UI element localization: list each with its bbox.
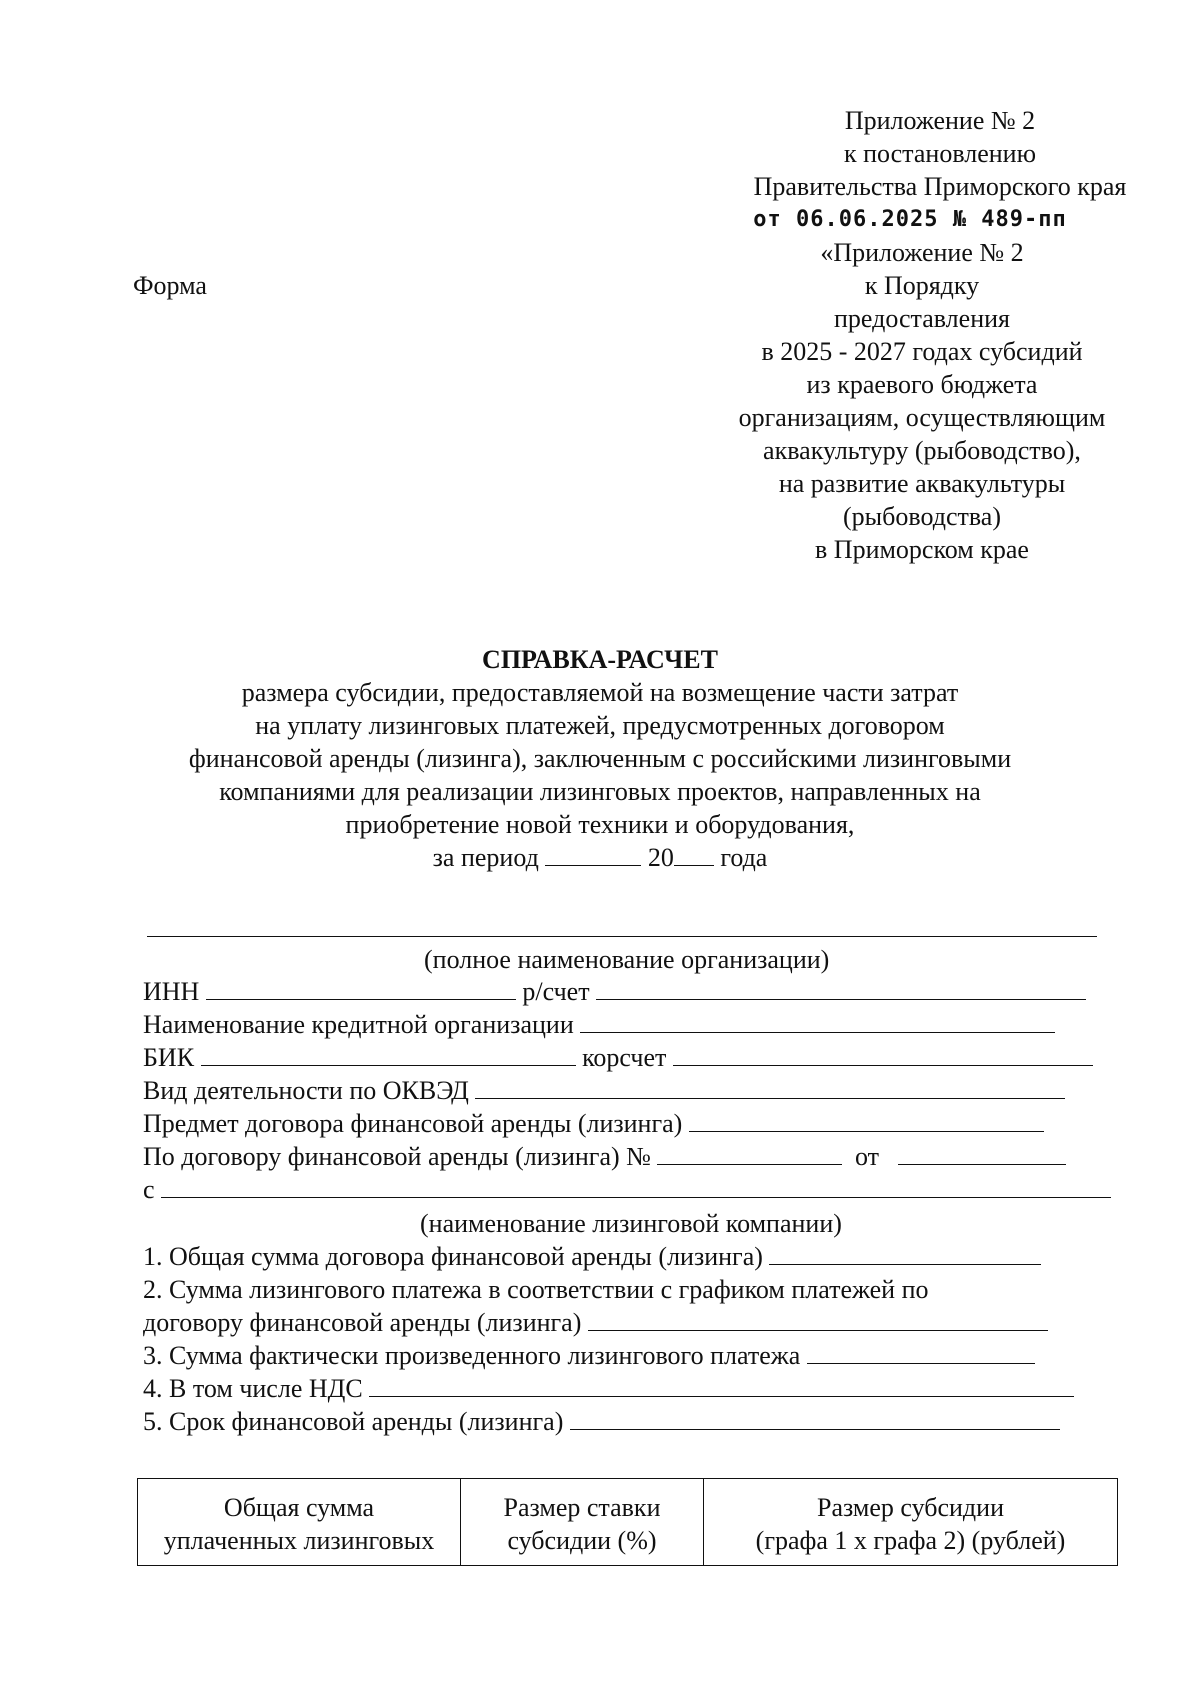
account-label: р/счет [522, 977, 590, 1006]
col2-line2: субсидии (%) [507, 1526, 657, 1555]
item2-label: договору финансовой аренды (лизинга) [143, 1308, 582, 1337]
table-header-cell [461, 1479, 704, 1566]
account-field[interactable] [596, 977, 1086, 1000]
col2-line1: Размер ставки [503, 1493, 661, 1522]
lessor-caption: (наименование лизинговой компании) [420, 1209, 842, 1238]
contract-number-field[interactable] [657, 1142, 842, 1165]
appendix-line: на развитие аквакультуры [778, 469, 1066, 498]
item4-row [143, 1372, 1074, 1405]
item2-field[interactable] [588, 1308, 1048, 1331]
item3-field[interactable] [807, 1341, 1035, 1364]
header-appendix-block [672, 236, 1172, 566]
title-line: размера субсидии, предоставляемой на возмещение части затрат [241, 678, 959, 707]
title-line: приобретение новой техники и оборудования, [345, 810, 855, 839]
appendix-line: «Приложение № 2 [820, 238, 1024, 267]
header-line: к постановлению [843, 139, 1037, 168]
item3-row [143, 1339, 1035, 1372]
appendix-line: организациям, осуществляющим [738, 403, 1106, 432]
period-suffix: года [720, 843, 768, 872]
col3-line1: Размер субсидии [817, 1493, 1004, 1522]
table-header-cell [138, 1479, 461, 1566]
okved-row [143, 1074, 1065, 1107]
subject-row [143, 1107, 1044, 1140]
title-line: на уплату лизинговых платежей, предусмотренных договором [255, 711, 945, 740]
header-line: Приложение № 2 [844, 106, 1036, 135]
contract-date-field[interactable] [898, 1142, 1066, 1165]
inn-label: ИНН [143, 977, 200, 1006]
bank-row [143, 1008, 1055, 1041]
bank-label: Наименование кредитной организации [143, 1010, 574, 1039]
table-header-row [138, 1479, 1118, 1566]
decree-date-stamp: от 06.06.2025 № 489-пп [753, 207, 1067, 232]
contract-from-label: от [854, 1142, 879, 1171]
item5-field[interactable] [570, 1407, 1060, 1430]
corr-account-label: корсчет [582, 1043, 667, 1072]
item5-label: 5. Срок финансовой аренды (лизинга) [143, 1407, 564, 1436]
period-year: 20 [647, 843, 674, 872]
bik-label: БИК [143, 1043, 195, 1072]
corr-account-field[interactable] [673, 1043, 1093, 1066]
header-line: Правительства Приморского края [753, 172, 1127, 201]
title-line: финансовой аренды (лизинга), заключенным с российскими лизинговыми [188, 744, 1012, 773]
appendix-line: к Порядку [864, 271, 980, 300]
item1-field[interactable] [769, 1242, 1041, 1265]
period-year-blank[interactable] [674, 843, 714, 866]
document-heading: СПРАВКА-РАСЧЕТ [482, 645, 718, 674]
with-label: с [143, 1175, 155, 1204]
contract-row [143, 1140, 1066, 1173]
org-name-caption: (полное наименование организации) [424, 945, 830, 974]
bik-field[interactable] [201, 1043, 576, 1066]
item4-field[interactable] [369, 1374, 1074, 1397]
appendix-line: из краевого бюджета [806, 370, 1038, 399]
col1-line2: уплаченных лизинговых [163, 1526, 435, 1555]
col3-line2: (графа 1 x графа 2) (рублей) [755, 1526, 1066, 1555]
inn-row [143, 975, 1086, 1008]
okved-field[interactable] [475, 1076, 1065, 1099]
contract-label: По договору финансовой аренды (лизинга) № [143, 1142, 651, 1171]
header-decree-block [690, 104, 1190, 236]
appendix-line: предоставления [834, 304, 1010, 333]
lessor-field[interactable] [161, 1175, 1111, 1198]
item2-row [143, 1306, 1048, 1339]
period-line [100, 841, 1100, 874]
form-label: Форма [133, 271, 207, 300]
org-name-field[interactable] [147, 936, 1097, 937]
appendix-line: аквакультуру (рыбоводство), [763, 436, 1081, 465]
okved-label: Вид деятельности по ОКВЭД [143, 1076, 469, 1105]
item1-row [143, 1240, 1041, 1273]
document-title-block [100, 643, 1100, 874]
subsidy-table [137, 1478, 1118, 1566]
period-blank[interactable] [545, 843, 641, 866]
item5-row [143, 1405, 1060, 1438]
title-line: компаниями для реализации лизинговых проектов, направленных на [219, 777, 981, 806]
item4-label: 4. В том числе НДС [143, 1374, 363, 1403]
appendix-line: в Приморском крае [815, 535, 1029, 564]
table-header-cell [704, 1479, 1118, 1566]
subject-field[interactable] [689, 1109, 1044, 1132]
col1-line1: Общая сумма [223, 1493, 375, 1522]
item2-line1: 2. Сумма лизингового платежа в соответствии с графиком платежей по [143, 1275, 929, 1304]
appendix-line: в 2025 - 2027 годах субсидий [761, 337, 1083, 366]
item1-label: 1. Общая сумма договора финансовой аренды (лизинга) [143, 1242, 763, 1271]
lessor-row [143, 1173, 1111, 1206]
subject-label: Предмет договора финансовой аренды (лизинга) [143, 1109, 683, 1138]
bank-field[interactable] [580, 1010, 1055, 1033]
period-prefix: за период [432, 843, 539, 872]
appendix-line: (рыбоводства) [843, 502, 1001, 531]
item3-label: 3. Сумма фактически произведенного лизингового платежа [143, 1341, 801, 1370]
inn-field[interactable] [206, 977, 516, 1000]
bik-row [143, 1041, 1093, 1074]
